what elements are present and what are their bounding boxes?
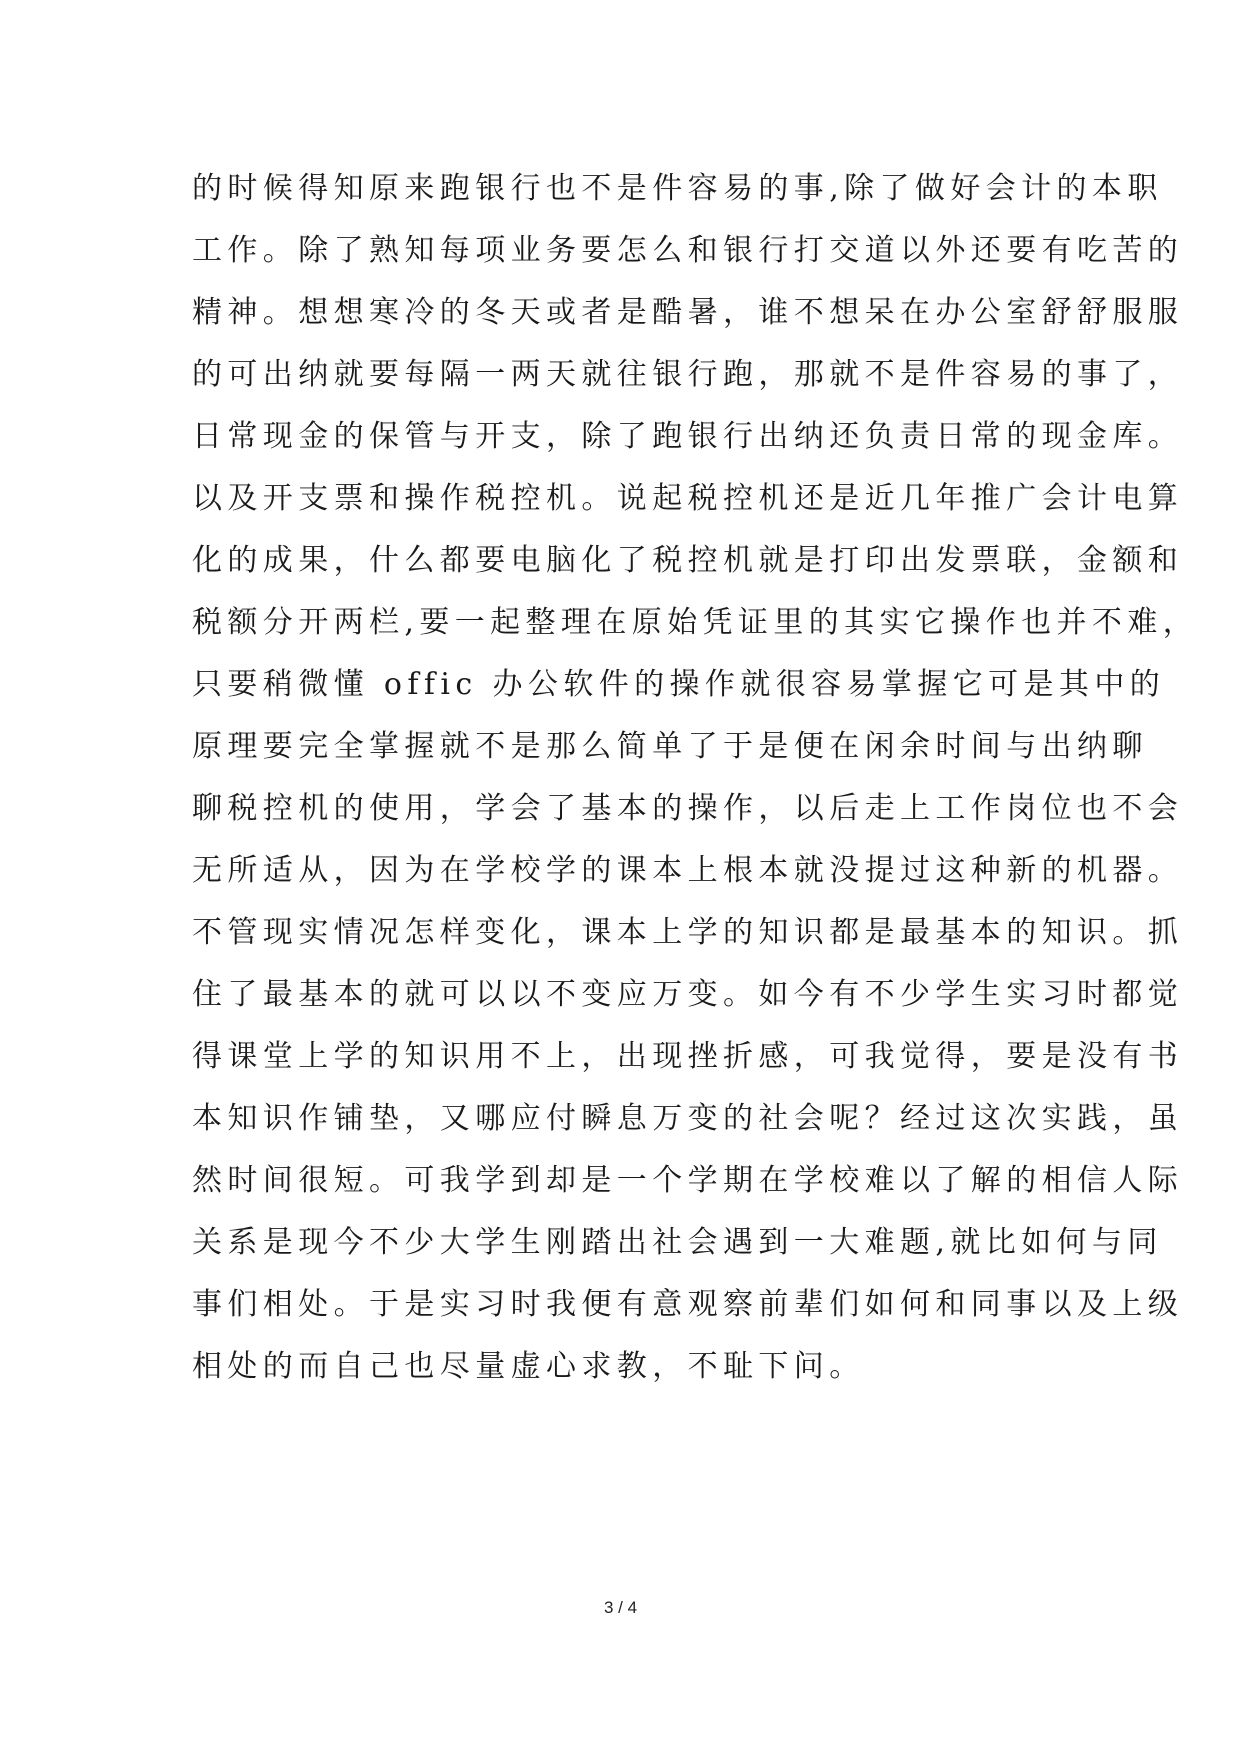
text-line: 相处的而自己也尽量虚心求教，不耻下问。 — [192, 1349, 865, 1384]
body-text — [192, 158, 1199, 1398]
text-line: 不管现实情况怎样变化，课本上学的知识都是最基本的知识。抓 — [192, 915, 1184, 950]
text-line: 本知识作铺垫，又哪应付瞬息万变的社会呢？经过这次实践，虽 — [192, 1101, 1184, 1136]
text-line: 得课堂上学的知识用不上，出现挫折感，可我觉得，要是没有书 — [192, 1039, 1184, 1074]
text-line: 日常现金的保管与开支，除了跑银行出纳还负责日常的现金库。 — [192, 419, 1184, 454]
text-line: 无所适从，因为在学校学的课本上根本就没提过这种新的机器。 — [192, 853, 1184, 888]
text-line: 聊税控机的使用，学会了基本的操作，以后走上工作岗位也不会 — [192, 791, 1184, 826]
text-line: 化的成果，什么都要电脑化了税控机就是打印出发票联，金额和 — [192, 543, 1184, 578]
text-line: 关系是现今不少大学生刚踏出社会遇到一大难题,就比如何与同 — [192, 1225, 1163, 1260]
text-line: 原理要完全掌握就不是那么简单了于是便在闲余时间与出纳聊 — [192, 729, 1148, 764]
text-line: 以及开支票和操作税控机。说起税控机还是近几年推广会计电算 — [192, 481, 1184, 516]
text-line: 只要稍微懂 offic 办公软件的操作就很容易掌握它可是其中的 — [192, 667, 1166, 702]
page-number: 3 / 4 — [603, 1598, 638, 1617]
text-line: 工作。除了熟知每项业务要怎么和银行打交道以外还要有吃苦的 — [192, 233, 1184, 268]
text-line: 税额分开两栏,要一起整理在原始凭证里的其实它操作也并不难， — [192, 605, 1199, 640]
text-line: 住了最基本的就可以以不变应万变。如今有不少学生实习时都觉 — [192, 977, 1184, 1012]
text-line: 精神。想想寒冷的冬天或者是酷暑，谁不想呆在办公室舒舒服服 — [192, 295, 1184, 330]
text-line: 的时候得知原来跑银行也不是件容易的事,除了做好会计的本职 — [192, 171, 1163, 206]
text-line: 事们相处。于是实习时我便有意观察前辈们如何和同事以及上级 — [192, 1287, 1184, 1322]
text-line: 的可出纳就要每隔一两天就往银行跑，那就不是件容易的事了， — [192, 357, 1184, 392]
text-line: 然时间很短。可我学到却是一个学期在学校难以了解的相信人际 — [192, 1163, 1184, 1198]
